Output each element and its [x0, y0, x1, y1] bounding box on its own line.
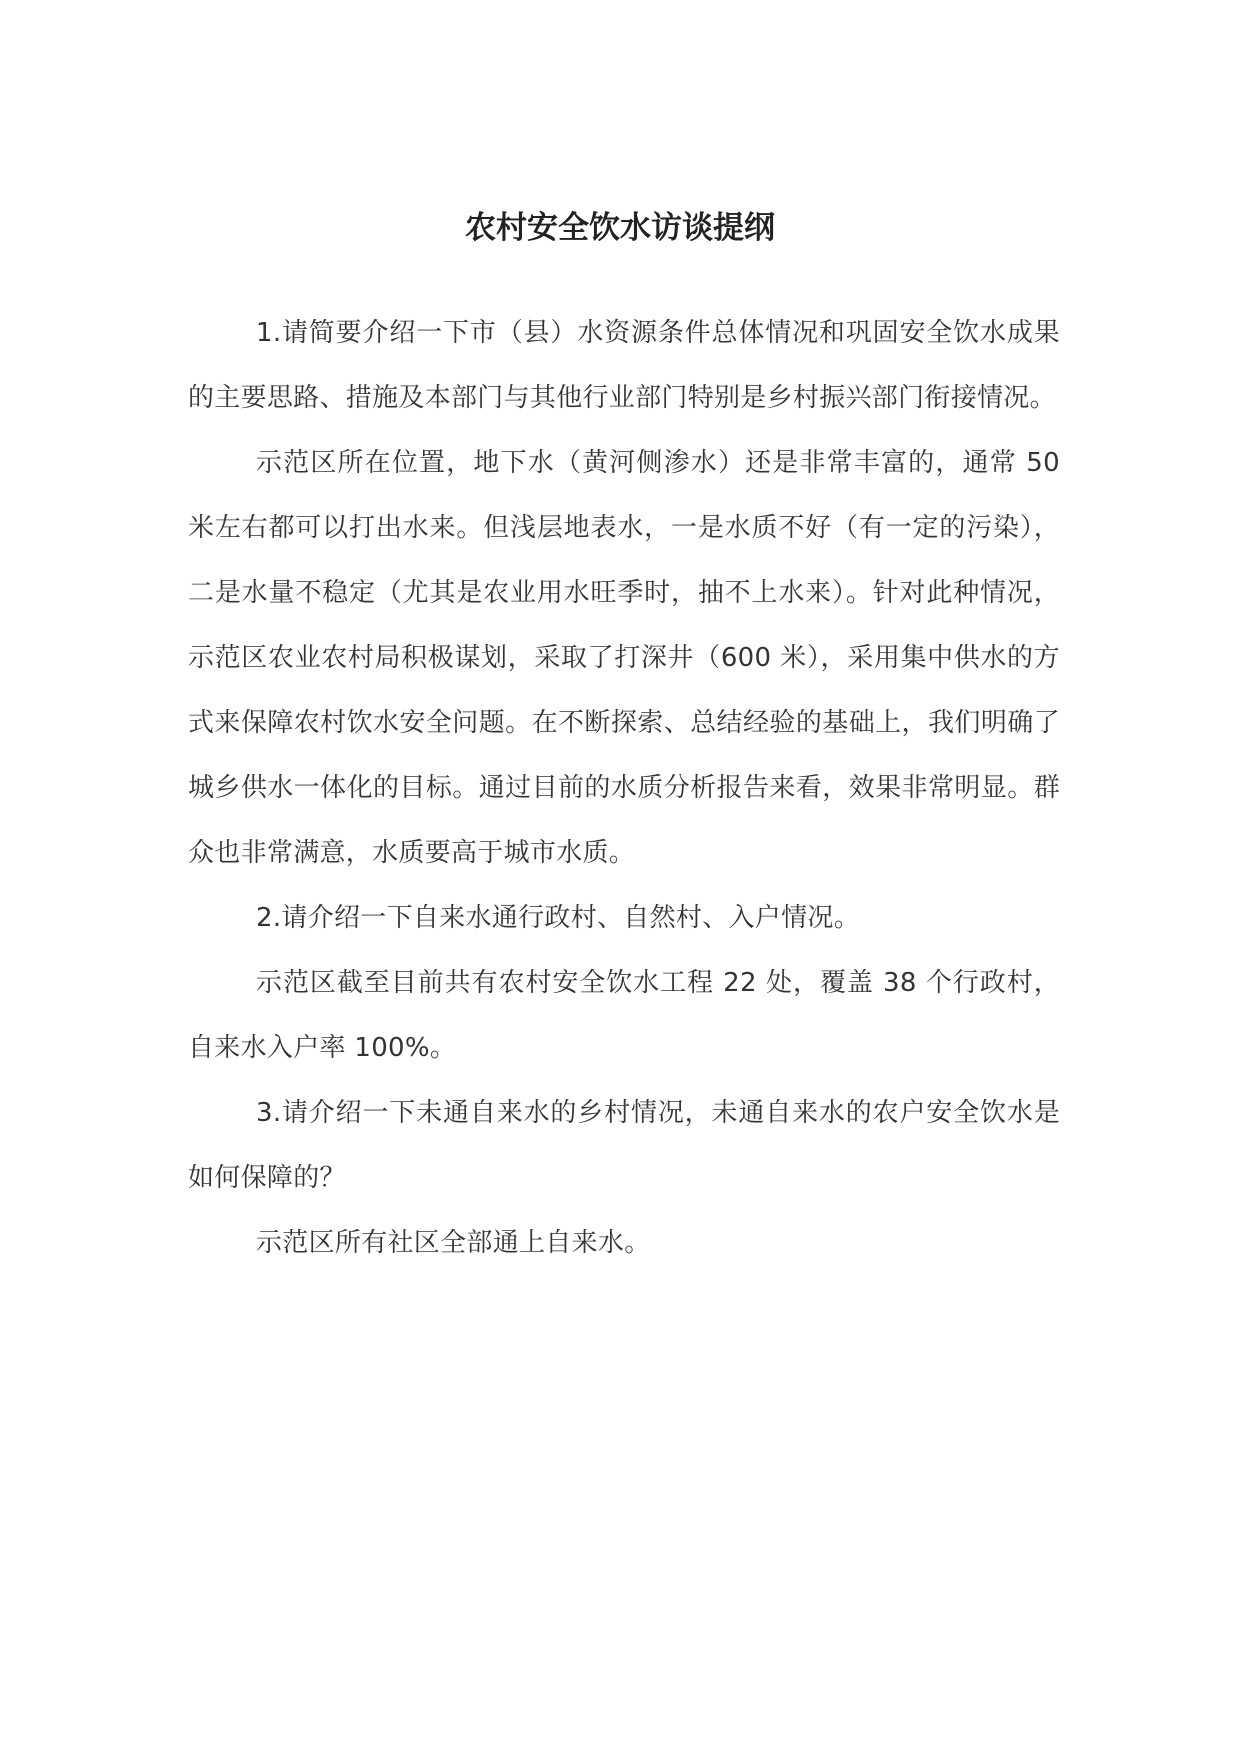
answer-2: 示范区截至目前共有农村安全饮水工程 22 处，覆盖 38 个行政村，自来水入户率 100%。	[188, 968, 1060, 1063]
document-body	[188, 301, 1060, 1276]
document-title: 农村安全饮水访谈提纲	[465, 210, 775, 246]
answer-3: 示范区所有社区全部通上自来水。	[256, 1228, 651, 1258]
question-3: 3.请介绍一下未通自来水的乡村情况，未通自来水的农户安全饮水是如何保障的？	[188, 1098, 1060, 1193]
question-1: 1.请简要介绍一下市（县）水资源条件总体情况和巩固安全饮水成果的主要思路、措施及本部门与其他行业部门特别是乡村振兴部门衔接情况。	[188, 318, 1060, 413]
answer-1: 示范区所在位置，地下水（黄河侧渗水）还是非常丰富的，通常 50 米左右都可以打出水来。但浅层地表水，一是水质不好（有一定的污染），二是水量不稳定（尤其是农业用水旺季时，抽不上水来）。针对此种情况，示范区农业农村局积极谋划，采取了打深井（600 米），采用集中供水的方式来保障农村饮水安全问题。在不断探索、总结经验的基础上，我们明确了城乡供水一体化的目标。通过目前的水质分析报告来看，效果非常明显。群众也非常满意，水质要高于城市水质。	[188, 448, 1060, 868]
question-2: 2.请介绍一下自来水通行政村、自然村、入户情况。	[256, 903, 861, 933]
